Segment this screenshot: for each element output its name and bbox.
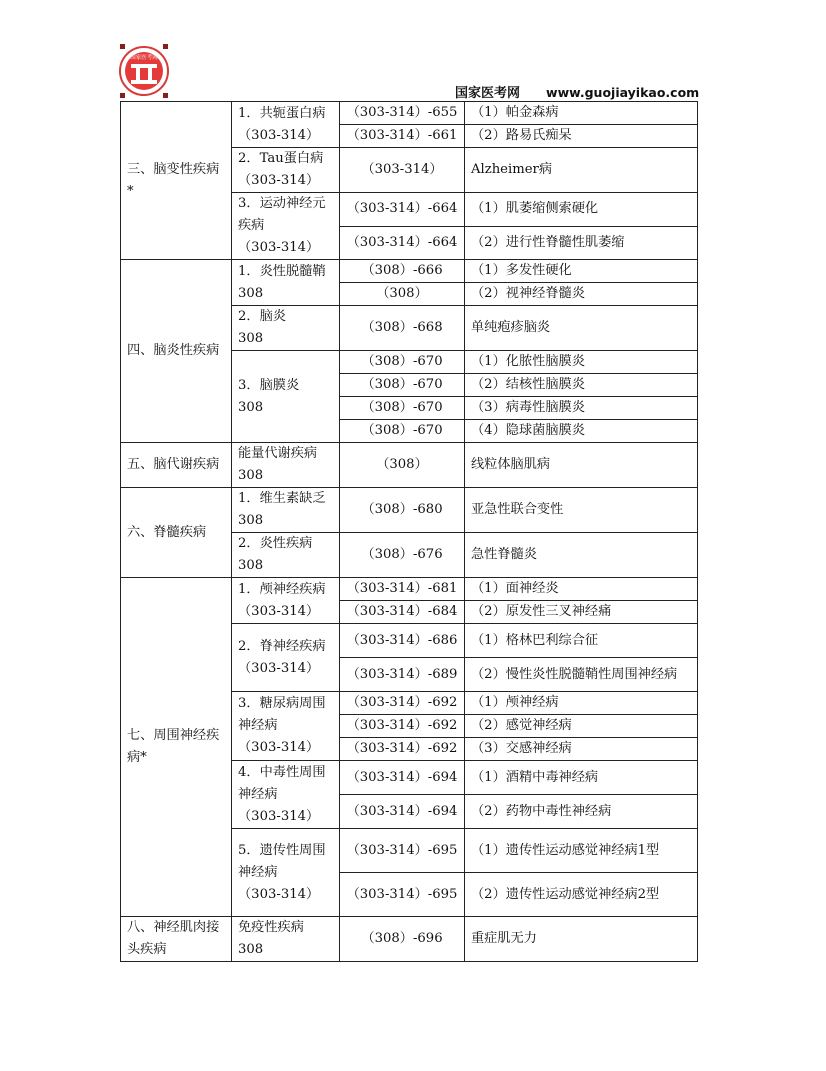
table-row [121,443,698,488]
site-name: 国家医考网 [455,86,521,101]
subcategory-line: 308 [238,399,264,415]
disease-cell: （2）遗传性运动感觉神经病2型 [465,873,698,917]
disease-cell: （2）药物中毒性神经病 [465,795,698,829]
disease-cell: （1）化脓性脑膜炎 [465,351,698,374]
category-cell: 八、神经肌肉接头疾病 [121,917,232,962]
subcategory-line: （303-314） [238,173,320,188]
subcategory-line: （303-314） [238,127,320,143]
subcategory-line: （303-314） [238,740,320,755]
code-cell: （303-314）-681 [340,578,465,601]
code-cell: （303-314）-664 [340,193,465,227]
code-cell: （303-314）-686 [340,624,465,658]
subcategory-line: 能量代谢疾病 [238,446,318,461]
subcategory-line: 3．运动神经元 [238,196,326,211]
subcategory-cell [232,624,340,692]
disease-cell: 单纯疱疹脑炎 [465,306,698,351]
subcategory-cell [232,761,340,829]
subcategory-cell [232,443,340,488]
table-row [121,102,698,125]
subcategory-cell [232,533,340,578]
disease-cell: （1）遗传性运动感觉神经病1型 [465,829,698,873]
subcategory-cell [232,260,340,306]
subcategory-cell [232,148,340,193]
subcategory-line: 3．糖尿病周围 [238,696,326,711]
code-cell: （303-314）-655 [340,102,465,125]
disease-cell: （2）视神经脊髓炎 [465,283,698,306]
code-cell: （303-314）-694 [340,795,465,829]
subcategory-line: 4．中毒性周围 [238,764,326,780]
disease-cell: （1）帕金森病 [465,102,698,125]
subcategory-line: 1．共轭蛋白病 [238,105,326,121]
subcategory-cell [232,102,340,148]
disease-cell: （1）肌萎缩侧索硬化 [465,193,698,227]
disease-cell: 亚急性联合变性 [465,488,698,533]
disease-cell: （3）病毒性脑膜炎 [465,397,698,420]
disease-cell: （2）原发性三叉神经痛 [465,601,698,624]
disease-cell: （1）面神经炎 [465,578,698,601]
code-cell: （308）-696 [340,917,465,962]
disease-cell: Alzheimer病 [465,148,698,193]
disease-cell: 线粒体脑肌病 [465,443,698,488]
syllabus-table [120,101,698,962]
code-cell: （303-314）-689 [340,658,465,692]
subcategory-line: 1．炎性脱髓鞘 [238,263,326,279]
subcategory-line: （303-314） [238,240,320,255]
site-header [455,82,699,101]
subcategory-line: 神经病 [238,718,278,733]
subcategory-cell [232,692,340,761]
table-row [121,917,698,962]
category-cell: 六、脊髓疾病 [121,488,232,578]
subcategory-line: 308 [238,468,264,483]
category-cell: 四、脑炎性疾病 [121,260,232,443]
subcategory-cell [232,829,340,917]
disease-cell: （1）酒精中毒神经病 [465,761,698,795]
code-cell: （308）-666 [340,260,465,283]
code-cell: （303-314）-695 [340,829,465,873]
subcategory-cell [232,351,340,443]
subcategory-cell [232,578,340,624]
disease-cell: （2）路易氏痴呆 [465,125,698,148]
code-cell: （303-314）-661 [340,125,465,148]
subcategory-cell [232,488,340,533]
code-cell: （308）-670 [340,420,465,443]
subcategory-cell [232,917,340,962]
code-cell: （303-314）-694 [340,761,465,795]
subcategory-line: 2．Tau蛋白病 [238,151,324,166]
subcategory-line: 1．维生素缺乏 [238,491,326,506]
disease-cell: （2）慢性炎性脱髓鞘性周围神经病 [465,658,698,692]
table-row [121,260,698,283]
code-cell: （303-314）-684 [340,601,465,624]
disease-cell: （1）多发性硬化 [465,260,698,283]
subcategory-line: 308 [238,331,264,346]
subcategory-line: 2．炎性疾病 [238,536,313,551]
subcategory-line: （303-314） [238,660,320,676]
code-cell: （308）-668 [340,306,465,351]
disease-cell: 急性脊髓炎 [465,533,698,578]
subcategory-line: 神经病 [238,864,278,880]
disease-cell: （2）进行性脊髓性肌萎缩 [465,226,698,260]
category-cell: 七、周围神经疾病* [121,578,232,917]
subcategory-line: （303-314） [238,886,320,902]
disease-cell: （1）颅神经病 [465,692,698,715]
disease-cell: 重症肌无力 [465,917,698,962]
subcategory-line: 免疫性疾病 [238,920,304,935]
code-cell: （308）-670 [340,374,465,397]
code-cell: （303-314）-692 [340,715,465,738]
subcategory-cell [232,193,340,260]
subcategory-line: 2．脑炎 [238,309,286,324]
site-logo [118,44,170,98]
disease-cell: （2）感觉神经病 [465,715,698,738]
subcategory-line: （303-314） [238,603,320,619]
table-row [121,488,698,533]
table-row [121,578,698,601]
code-cell: （303-314） [340,148,465,193]
subcategory-line: 5．遗传性周围 [238,842,326,858]
subcategory-line: 3．脑膜炎 [238,377,300,393]
code-cell: （303-314）-692 [340,738,465,761]
code-cell: （303-314）-695 [340,873,465,917]
disease-cell: （3）交感神经病 [465,738,698,761]
syllabus-table-body [121,102,698,962]
category-cell: 三、脑变性疾病* [121,102,232,260]
disease-cell: （2）结核性脑膜炎 [465,374,698,397]
disease-cell: （4）隐球菌脑膜炎 [465,420,698,443]
disease-cell: （1）格林巴利综合征 [465,624,698,658]
subcategory-line: 308 [238,513,264,528]
subcategory-line: 神经病 [238,786,278,802]
code-cell: （308）-670 [340,351,465,374]
logo-text: 国家医考网 [130,55,158,61]
subcategory-line: 2．脊神经疾病 [238,638,326,654]
subcategory-line: 疾病 [238,218,265,233]
category-cell: 五、脑代谢疾病 [121,443,232,488]
code-cell: （303-314）-692 [340,692,465,715]
subcategory-cell [232,306,340,351]
code-cell: （308）-676 [340,533,465,578]
subcategory-line: 308 [238,558,264,573]
site-url: www.guojiayikao.com [546,85,700,100]
code-cell: （308）-680 [340,488,465,533]
code-cell: （308）-670 [340,397,465,420]
code-cell: （308） [340,283,465,306]
subcategory-line: 1．颅神经疾病 [238,581,326,597]
subcategory-line: 308 [238,942,264,957]
subcategory-line: 308 [238,285,264,301]
code-cell: （308） [340,443,465,488]
code-cell: （303-314）-664 [340,226,465,260]
subcategory-line: （303-314） [238,808,320,824]
